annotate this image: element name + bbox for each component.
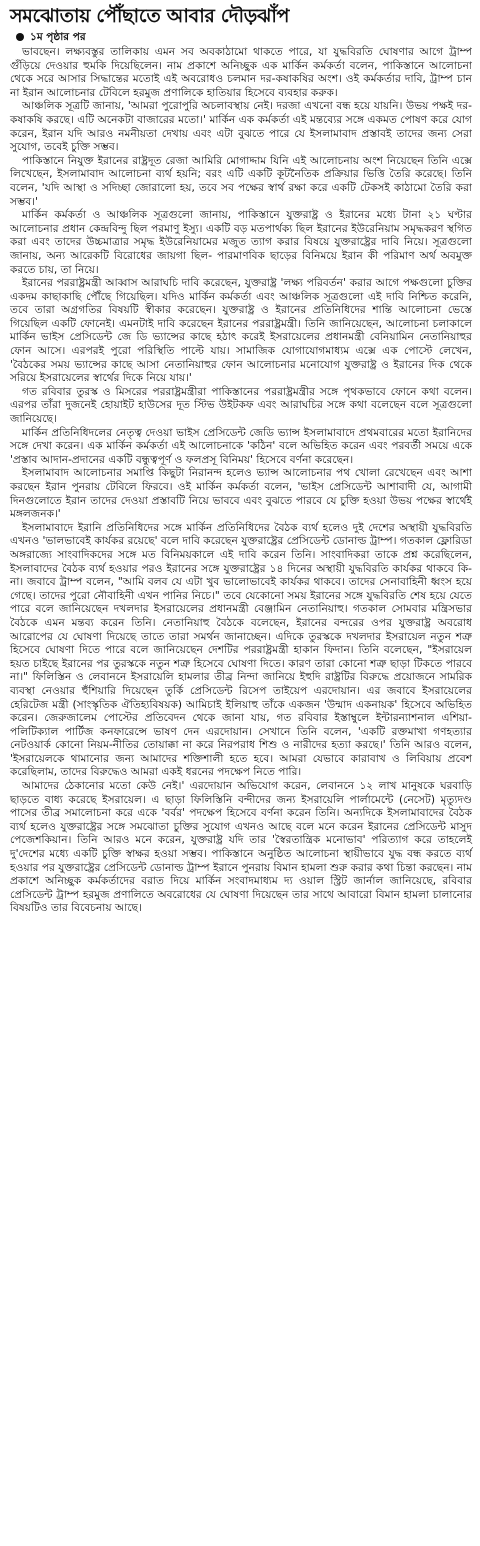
article-paragraph: ভাবছেন। লক্ষ্যবস্তুর তালিকায় এমন সব অবকাঠামো থাকতে পারে, যা যুদ্ধবিরতি ঘোষণার আগে ট্রাম্প গুঁড়িয়ে দেওয়ার হুমকি দিয়েছিলেন। নাম প্রকাশে অনিচ্ছুক এক মার্কিন কর্মকর্তা বলেন, পাকিস্তানে আলোচনা থেকে সরে আসার সিদ্ধান্তের মতোই এই অবরোধও চলমান দর-কষাকষির অংশ। ওই কর্মকর্তার দাবি, ট্রাম্প চান না ইরান আলোচনার টেবিলে হরমুজ প্রণালিকে হাতিয়ার হিসেবে ব্যবহার করুক। [10, 46, 472, 99]
article-paragraph: আমাদের ঠেকানোর মতো কেউ নেই।' এরদোয়ান অভিযোগ করেন, লেবাননে ১২ লাখ মানুষকে ঘরবাড়ি ছাড়তে বাধ্য করেছে ইসরায়েল। এ ছাড়া ফিলিস্তিনি বন্দীদের জন্য ইসরায়েলি পার্লামেন্টে (নেসেট) মৃত্যুদণ্ড পাসের তীব্র সমালোচনা করে একে 'বর্বর' পদক্ষেপ হিসেবে বর্ণনা করেন তিনি। অন্যদিকে ইসলামাবাদের বৈঠক ব্যর্থ হলেও যুক্তরাষ্ট্রের সঙ্গে সমঝোতা চুক্তির সুযোগ এখনও আছে বলে মনে করেন ইরানের প্রেসিডেন্ট মাসুদ পেজেশকিয়ান। তিনি আরও মনে করেন, যুক্তরাষ্ট্র যদি তার 'স্বৈরতান্ত্রিক মনোভাব' পরিত্যাগ করে তাহলেই দু'দেশের মধ্যে একটি চুক্তি স্বাক্ষর হওয়া সম্ভব। পাকিস্তানে অনুষ্ঠিত আলোচনা স্থায়ীভাবে যুদ্ধ বন্ধ করতে ব্যর্থ হওয়ার পর যুক্তরাষ্ট্রের প্রেসিডেন্ট ডোনাল্ড ট্রাম্প ইরানে পুনরায় বিমান হামলা শুরু করার কথা চিন্তা করছেন। নাম প্রকাশে অনিচ্ছুক কর্মকর্তাদের বরাত দিয়ে মার্কিন সংবাদমাধ্যম দ্য ওয়াল স্ট্রিট জার্নাল জানিয়েছে, রবিবার প্রেসিডেন্ট ট্রাম্প হরমুজ প্রণালিতে অবরোধের যে ঘোষণা দিয়েছেন তার সাথে আবারো বিমান হামলা চালানোর বিষয়টিও তার বিবেচনায় আছে। [10, 780, 472, 915]
continuation-label: ১ম পৃষ্ঠার পর [30, 31, 86, 43]
continuation-marker [10, 30, 472, 44]
article-paragraph: মার্কিন কর্মকর্তা ও আঞ্চলিক সূত্রগুলো জানায়, পাকিস্তানে যুক্তরাষ্ট্র ও ইরানের মধ্যে টানা ২১ ঘণ্টার আলোচনার প্রধান কেন্দ্রবিন্দু ছিল পরমাণু ইস্যু। একটি বড় মতপার্থক্য ছিল ইরানের ইউরেনিয়াম সমৃদ্ধকরণ স্থগিত করা এবং তাদের উচ্চমাত্রার সমৃদ্ধ ইউরেনিয়ামের মজুত ত্যাগ করার বিষয়ে যুক্তরাষ্ট্রের দাবি নিয়ে। সূত্রগুলো জানায়, অন্য আরেকটি বিরোধের জায়গা ছিল- পারমাণবিক ছাড়ের বিনিময়ে ইরান কী পরিমাণ অর্থ অবমুক্ত করতে চায়, তা নিয়ে। [10, 209, 472, 276]
article-headline: সমঝোতায় পৌঁছাতে আবার দৌড়ঝাঁপ [10, 5, 290, 27]
article-paragraph: আঞ্চলিক সূত্রটি জানায়, 'আমরা পুরোপুরি অচলাবস্থায় নেই। দরজা এখনো বন্ধ হয়ে যায়নি। উভয় পক্ষই দর-কষাকষি করছে। এটি অনেকটা বাজারের মতো।' মার্কিন এক কর্মকর্তা এই মন্তব্যের সঙ্গে একমত পোষণ করে যোগ করেন, ইরান যদি আরও নমনীয়তা দেখায় এবং এটা বুঝতে পারে যে ইসলামাবাদ প্রস্তাবই তাদের জন্য সেরা সুযোগ, তবেই চুক্তি সম্ভব। [10, 100, 472, 154]
bullet-icon [16, 33, 24, 41]
article-paragraph: ইসলামাবাদে ইরানি প্রতিনিধিদের সঙ্গে মার্কিন প্রতিনিধিদের বৈঠক ব্যর্থ হলেও দুই দেশের অস্থায়ী যুদ্ধবিরতি এখনও 'ভালভাবেই কার্যকর রয়েছে' বলে দাবি করেছেন যুক্তরাষ্ট্রের প্রেসিডেন্ট ডোনাল্ড ট্রাম্প। গতকাল ফ্লোরিডা অঙ্গরাজ্যে সাংবাদিকদের সঙ্গে মত বিনিময়কালে এই দাবি করেন তিনি। সাংবাদিকরা তাকে প্রশ্ন করেছিলেন, ইসলাবাদের বৈঠক ব্যর্থ হওয়ার পরও ইরানের সঙ্গে যুক্তরাষ্ট্রের ১৪ দিনের অস্থায়ী যুদ্ধবিরতি কার্যকর থাকবে কি-না। জবাবে ট্রাম্প বলেন, "আমি বলব যে এটা খুব ভালোভাবেই কার্যকর থাকবে। তাদের সেনাবাহিনী ধ্বংস হয়ে গেছে। তাদের পুরো নৌবাহিনী এখন পানির নিচে।" তবে যেকোনো সময় ইরানের সঙ্গে যুদ্ধবিরতি শেষ হয়ে যেতে পারে বলে জানিয়েছেন দখলদার ইসরায়েলের প্রধানমন্ত্রী বেঞ্জামিন নেতানিয়াহু। গতকাল সোমবার মন্ত্রিসভার বৈঠকে এমন মন্তব্য করেন তিনি। নেতানিয়াহু বৈঠকে বলেছেন, ইরানের বন্দরের ওপর যুক্তরাষ্ট্র অবরোধ আরোপের যে ঘোষণা দিয়েছে তাতে তারা সমর্থন জানাচ্ছেন। এদিকে তুরস্ককে দখলদার ইসরায়েল নতুন শত্রু হিসেবে ঘোষণা দিতে পারে বলে জানিয়েছেন দেশটির পররাষ্ট্রমন্ত্রী হাকান ফিদান। তিনি বলেছেন, "ইসরায়েল হয়ত চাইছে ইরানের পর তুরস্ককে নতুন শত্রু হিসেবে ঘোষণা দিতে। কারণ তারা কোনো শত্রু ছাড়া টিকতে পারবে না।" ফিলিস্তিন ও লেবাননে ইসরায়েলি হামলার তীব্র নিন্দা জানিয়ে ইহুদি রাষ্ট্রটির বিরুদ্ধে প্রয়োজনে সামরিক ব্যবস্থা নেওয়ার হুঁশিয়ারি দিয়েছেন তুর্কি প্রেসিডেন্ট রিসেপ তাইয়েপ এরদোয়ান। এর জবাবে ইসরায়েলের হেরিটেজ মন্ত্রী (সাংস্কৃতিক ঐতিহ্যবিষয়ক) আমিচাই ইলিয়াহু তাঁকে একজন 'উন্মাদ একনায়ক' হিসেবে অভিহিত করেন। জেরুজালেম পোস্টের প্রতিবেদন থেকে জানা যায়, গত রবিবার ইস্তাম্বুলে ইন্টারন্যাশনাল এশিয়া-পলিটিক্যাল পার্টিজ কনফারেন্সে ভাষণ দেন এরদোয়ান। সেখানে তিনি বলেন, 'একটি রক্তমাখা গণহত্যার নেটওয়ার্ক কোনো নিয়ম-নীতির তোয়াক্কা না করে নিরপরাধ শিশু ও নারীদের হত্যা করছে।' তিনি আরও বলেন, 'ইসরায়েলকে থামানোর জন্য আমাদের শক্তিশালী হতে হবে। আমরা যেভাবে কারাবাখ ও লিবিয়ায় প্রবেশ করেছিলাম, তাদের বিরুদ্ধেও আমরা একই ধরনের পদক্ষেপ নিতে পারি। [10, 521, 472, 779]
article-paragraph: ইসলামাবাদ আলোচনার সমাপ্তি কিছুটা নিরানন্দ হলেও ভ্যান্স আলোচনার পথ খোলা রেখেছেন এবং আশা করছেন ইরান পুনরায় টেবিলে ফিরবে। ওই মার্কিন কর্মকর্তা বলেন, 'ভাইস প্রেসিডেন্ট আশাবাদী যে, আগামী দিনগুলোতে ইরান তাদের দেওয়া প্রস্তাবটি নিয়ে ভাববে এবং বুঝতে পারবে যে চুক্তি হওয়া উভয় পক্ষের স্বার্থেই মঙ্গলজনক।' [10, 467, 472, 521]
article-paragraph: গত রবিবার তুরস্ক ও মিসরের পররাষ্ট্রমন্ত্রীরা পাকিস্তানের পররাষ্ট্রমন্ত্রীর সঙ্গে পৃথকভাবে ফোনে কথা বলেন। এরপর তাঁরা দুজনেই হোয়াইট হাউসের দূত স্টিভ উইটকফ এবং আরাঘচির সঙ্গে কথা বলেছেন বলে সূত্রগুলো জানিয়েছে। [10, 385, 472, 426]
article-body [10, 46, 472, 916]
article-paragraph: ইরানের পররাষ্ট্রমন্ত্রী আব্বাস আরাঘচি দাবি করেছেন, যুক্তরাষ্ট্র 'লক্ষ্য পরিবর্তন' করার আগে পক্ষগুলো চুক্তির একদম কাছাকাছি পৌঁছে গিয়েছিল। যদিও মার্কিন কর্মকর্তা এবং আঞ্চলিক সূত্রগুলো এই দাবি নিশ্চিত করেনি, তবে তারা অগ্রগতির বিষয়টি স্বীকার করেছেন। যুক্তরাষ্ট্র ও ইরানের প্রতিনিধিদের শান্তি আলোচনা ভেস্তে গিয়েছিল একটি ফোনেই। এমনটাই দাবি করেছেন ইরানের পররাষ্ট্রমন্ত্রী। তিনি জানিয়েছেন, আলোচনা চলাকালে মার্কিন ভাইস প্রেসিডেন্ট জে ডি ভ্যান্সের কাছে হঠাৎ করেই ইসরায়েলের প্রধানমন্ত্রী বেনিয়ামিন নেতানিয়াহুর ফোন আসে। এরপরই পুরো পরিস্থিতি পাল্টে যায়। সামাজিক যোগাযোগমাধ্যম এক্সে এক পোস্টে লেখেন, 'বৈঠকের সময় ভ্যান্সের কাছে আসা নেতানিয়াহুর ফোন আলোচনার মনোযোগ যুক্তরাষ্ট্র ও ইরানের দিক থেকে সরিয়ে ইসরায়েলের স্বার্থের দিকে নিয়ে যায়।' [10, 277, 473, 385]
article-paragraph: মার্কিন প্রতিনিধিদলের নেতৃত্ব দেওয়া ভাইস প্রেসিডেন্ট জেডি ভ্যান্স ইসলামাবাদে প্রথমবারের মতো ইরানিদের সঙ্গে দেখা করেন। এক মার্কিন কর্মকর্তা এই আলোচনাকে 'কঠিন' বলে অভিহিত করেন এবং পরবর্তী সময়ে একে 'প্রস্তাব আদান-প্রদানের একটি বন্ধুত্বপূর্ণ ও ফলপ্রসূ বিনিময়' হিসেবে বর্ণনা করেছেন। [10, 426, 472, 466]
article-paragraph: পাকিস্তানে নিযুক্ত ইরানের রাষ্ট্রদূত রেজা আমিরি মোগাদ্দাম যিনি এই আলোচনায় অংশ নিয়েছেন তিনি এক্সে লিখেছেন, ইসলামাবাদ আলোচনা ব্যর্থ হয়নি; বরং এটি একটি কূটনৈতিক প্রক্রিয়ার ভিত্তি তৈরি করেছে। তিনি বলেন, 'যদি আস্থা ও সদিচ্ছা জোরালো হয়, তবে সব পক্ষের স্বার্থ রক্ষা করে একটি টেকসই কাঠামো তৈরি করা সম্ভব।' [10, 154, 472, 208]
